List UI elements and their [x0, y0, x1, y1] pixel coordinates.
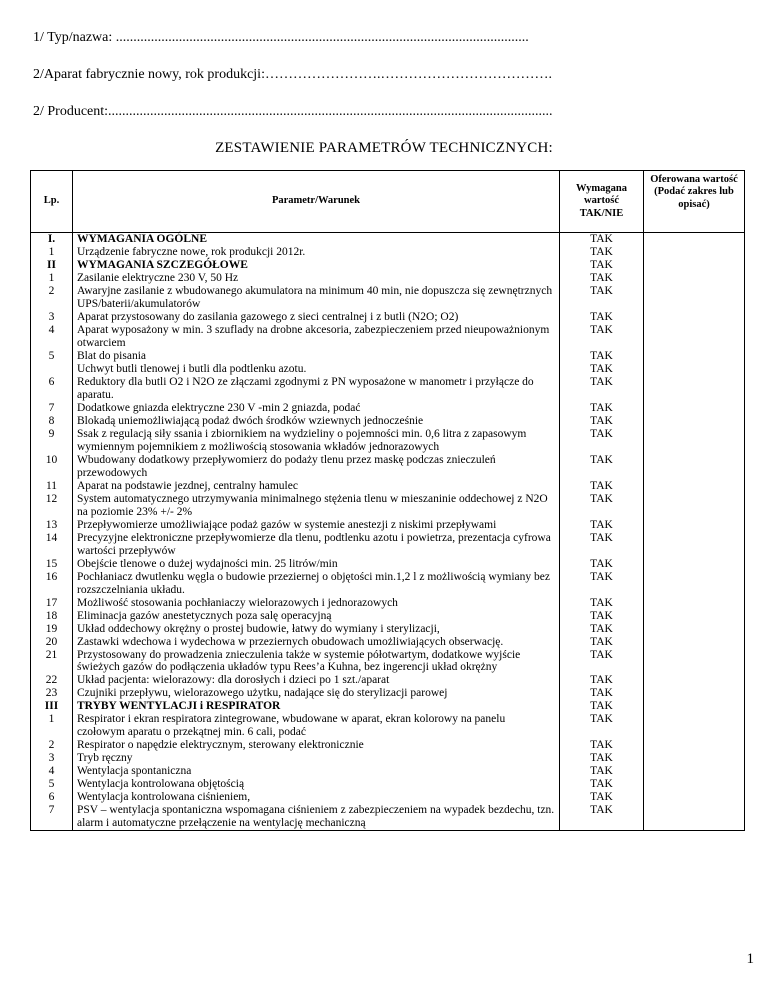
- row-number: 22: [31, 674, 73, 687]
- row-parameter: Wentylacja kontrolowana objętością: [73, 778, 560, 791]
- table-body: [31, 233, 745, 831]
- row-offered-value[interactable]: [644, 804, 745, 830]
- row-number: 3: [31, 311, 73, 324]
- row-required-value: TAK: [560, 739, 644, 752]
- row-required-value: TAK: [560, 752, 644, 765]
- row-required-value: TAK: [560, 700, 644, 713]
- table-row: [31, 454, 745, 480]
- row-parameter: Dodatkowe gniazda elektryczne 230 V -min 2 gniazda, podać: [73, 402, 560, 415]
- row-parameter: Wbudowany dodatkowy przepływomierz do podaży tlenu przez maskę podczas znieczuleń przewodowych: [73, 454, 560, 480]
- header-offered: Oferowana wartość (Podać zakres lub opisać): [644, 171, 745, 233]
- row-number: 5: [31, 778, 73, 791]
- row-offered-value[interactable]: [644, 713, 745, 739]
- row-required-value: TAK: [560, 674, 644, 687]
- row-parameter: Blat do pisania: [73, 350, 560, 363]
- row-offered-value[interactable]: [644, 597, 745, 610]
- table-row: [31, 285, 745, 311]
- row-number: 20: [31, 636, 73, 649]
- row-required-value: TAK: [560, 687, 644, 700]
- row-parameter: Eliminacja gazów anestetycznych poza salę operacyjną: [73, 610, 560, 623]
- row-offered-value[interactable]: [644, 791, 745, 804]
- row-offered-value[interactable]: [644, 415, 745, 428]
- row-offered-value[interactable]: [644, 311, 745, 324]
- row-number: 4: [31, 765, 73, 778]
- row-required-value: TAK: [560, 480, 644, 493]
- row-offered-value[interactable]: [644, 285, 745, 311]
- row-parameter: Aparat na podstawie jezdnej, centralny hamulec: [73, 480, 560, 493]
- producer-line: 2/ Producent:...............................................................................................................................: [33, 104, 553, 119]
- row-offered-value[interactable]: [644, 428, 745, 454]
- row-parameter: Blokadą uniemożliwiającą podaż dwóch środków wziewnych jednocześnie: [73, 415, 560, 428]
- row-number: 1: [31, 272, 73, 285]
- row-parameter: WYMAGANIA SZCZEGÓŁOWE: [73, 259, 560, 272]
- table-row: [31, 350, 745, 363]
- row-required-value: TAK: [560, 272, 644, 285]
- table-row: [31, 233, 745, 246]
- row-parameter: Przepływomierze umożliwiające podaż gazów w systemie anestezji z niskimi przepływami: [73, 519, 560, 532]
- table-row: [31, 687, 745, 700]
- row-number: 19: [31, 623, 73, 636]
- table-row: [31, 324, 745, 350]
- document-title: ZESTAWIENIE PARAMETRÓW TECHNICZNYCH:: [215, 140, 553, 156]
- row-parameter: Uchwyt butli tlenowej i butli dla podtlenku azotu.: [73, 363, 560, 376]
- table-row: [31, 480, 745, 493]
- row-offered-value[interactable]: [644, 350, 745, 363]
- row-required-value: TAK: [560, 285, 644, 311]
- table-row: [31, 791, 745, 804]
- row-required-value: TAK: [560, 350, 644, 363]
- page-number: 1: [746, 951, 754, 967]
- table-row: [31, 363, 745, 376]
- row-parameter: Obejście tlenowe o dużej wydajności min. 25 litrów/min: [73, 558, 560, 571]
- table-row: [31, 610, 745, 623]
- row-required-value: TAK: [560, 804, 644, 830]
- row-offered-value[interactable]: [644, 571, 745, 597]
- row-offered-value[interactable]: [644, 376, 745, 402]
- row-parameter: Wentylacja spontaniczna: [73, 765, 560, 778]
- row-number: 10: [31, 454, 73, 480]
- table-row: [31, 752, 745, 765]
- row-number: 5: [31, 350, 73, 363]
- row-number: 2: [31, 285, 73, 311]
- row-offered-value[interactable]: [644, 324, 745, 350]
- row-number: II: [31, 259, 73, 272]
- row-parameter: Ssak z regulacją siły ssania i zbiornikiem na wydzieliny o pojemności min. 0,6 litra z zapasowym wymiennym pojemnikiem z możliwością stosowania wkładów jednorazowych: [73, 428, 560, 454]
- row-required-value: TAK: [560, 571, 644, 597]
- row-parameter: Układ oddechowy okrężny o prostej budowie, łatwy do wymiany i sterylizacji,: [73, 623, 560, 636]
- row-required-value: TAK: [560, 623, 644, 636]
- table-row: [31, 558, 745, 571]
- row-number: 14: [31, 532, 73, 558]
- table-header-row: [31, 171, 745, 233]
- row-parameter: Precyzyjne elektroniczne przepływomierze dla tlenu, podtlenku azotu i powietrza, prezentacja cyfrowa wartości przepływów: [73, 532, 560, 558]
- row-number: 1: [31, 246, 73, 259]
- row-required-value: TAK: [560, 415, 644, 428]
- row-number: 1: [31, 713, 73, 739]
- row-parameter: Przystosowany do prowadzenia znieczulenia także w systemie półotwartym, dodatkowe wyjście świeżych gazów do podłączenia układów typu Rees’a Kuhna, bez ingerencji układ okrężny: [73, 649, 560, 675]
- row-parameter: Układ pacjenta: wielorazowy: dla dorosłych i dzieci po 1 szt./aparat: [73, 674, 560, 687]
- row-offered-value[interactable]: [644, 402, 745, 415]
- row-number: [31, 363, 73, 376]
- row-parameter: WYMAGANIA OGÓLNE: [73, 233, 560, 246]
- row-offered-value[interactable]: [644, 765, 745, 778]
- row-offered-value[interactable]: [644, 674, 745, 687]
- row-parameter: Możliwość stosowania pochłaniaczy wielorazowych i jednorazowych: [73, 597, 560, 610]
- table-row: [31, 597, 745, 610]
- row-number: 8: [31, 415, 73, 428]
- header-lp: Lp.: [31, 171, 73, 233]
- row-offered-value[interactable]: [644, 739, 745, 752]
- table-row: [31, 259, 745, 272]
- row-offered-value[interactable]: [644, 558, 745, 571]
- row-required-value: TAK: [560, 765, 644, 778]
- device-new-line: 2/Aparat fabrycznie nowy, rok produkcji:…………………….……………………………….: [33, 67, 552, 82]
- row-required-value: TAK: [560, 259, 644, 272]
- header-required: Wymagana wartość TAK/NIE: [560, 171, 644, 233]
- row-required-value: TAK: [560, 246, 644, 259]
- row-number: I.: [31, 233, 73, 246]
- row-offered-value[interactable]: [644, 519, 745, 532]
- table-row: [31, 428, 745, 454]
- row-required-value: TAK: [560, 376, 644, 402]
- table-row: [31, 778, 745, 791]
- row-offered-value[interactable]: [644, 636, 745, 649]
- row-offered-value[interactable]: [644, 493, 745, 519]
- table-row: [31, 311, 745, 324]
- table-row: [31, 519, 745, 532]
- row-parameter: Zasilanie elektryczne 230 V, 50 Hz: [73, 272, 560, 285]
- row-required-value: TAK: [560, 454, 644, 480]
- row-number: 9: [31, 428, 73, 454]
- row-required-value: TAK: [560, 311, 644, 324]
- row-offered-value[interactable]: [644, 623, 745, 636]
- row-number: 7: [31, 402, 73, 415]
- table-row: [31, 636, 745, 649]
- row-number: 12: [31, 493, 73, 519]
- row-parameter: Wentylacja kontrolowana ciśnieniem,: [73, 791, 560, 804]
- table-row: [31, 402, 745, 415]
- row-required-value: TAK: [560, 713, 644, 739]
- row-required-value: TAK: [560, 519, 644, 532]
- row-parameter: Tryb ręczny: [73, 752, 560, 765]
- row-number: 6: [31, 791, 73, 804]
- row-offered-value[interactable]: [644, 687, 745, 700]
- row-required-value: TAK: [560, 233, 644, 246]
- row-required-value: TAK: [560, 791, 644, 804]
- row-offered-value[interactable]: [644, 363, 745, 376]
- row-offered-value[interactable]: [644, 700, 745, 713]
- row-offered-value[interactable]: [644, 778, 745, 791]
- row-parameter: Reduktory dla butli O2 i N2O ze złączami zgodnymi z PN wyposażone w manometr i przyłącze do aparatu.: [73, 376, 560, 402]
- row-offered-value[interactable]: [644, 259, 745, 272]
- row-number: 16: [31, 571, 73, 597]
- row-number: 17: [31, 597, 73, 610]
- row-required-value: TAK: [560, 402, 644, 415]
- row-parameter: Respirator i ekran respiratora zintegrowane, wbudowane w aparat, ekran kolorowy na panelu czołowym aparatu o przekątnej min. 6 cali, podać: [73, 713, 560, 739]
- row-offered-value[interactable]: [644, 454, 745, 480]
- row-parameter: Zastawki wdechowa i wydechowa w przeziernych obudowach umożliwiających obserwację.: [73, 636, 560, 649]
- row-offered-value[interactable]: [644, 480, 745, 493]
- row-required-value: TAK: [560, 532, 644, 558]
- row-parameter: Respirator o napędzie elektrycznym, sterowany elektronicznie: [73, 739, 560, 752]
- row-required-value: TAK: [560, 324, 644, 350]
- row-parameter: Aparat wyposażony w min. 3 szuflady na drobne akcesoria, zabezpieczeniem przed nieupoważnionym otwarciem: [73, 324, 560, 350]
- table-row: [31, 532, 745, 558]
- row-required-value: TAK: [560, 493, 644, 519]
- table-row: [31, 739, 745, 752]
- row-number: 7: [31, 804, 73, 830]
- row-required-value: TAK: [560, 558, 644, 571]
- row-parameter: Aparat przystosowany do zasilania gazowego z sieci centralnej i z butli (N2O; O2): [73, 311, 560, 324]
- table-row: [31, 700, 745, 713]
- row-offered-value[interactable]: [644, 233, 745, 246]
- row-parameter: Awaryjne zasilanie z wbudowanego akumulatora na minimum 40 min, nie dopuszcza się zewnętrznych UPS/baterii/akumulatorów: [73, 285, 560, 311]
- table-row: [31, 571, 745, 597]
- table-row: [31, 623, 745, 636]
- table-row: [31, 765, 745, 778]
- row-offered-value[interactable]: [644, 610, 745, 623]
- table-row: [31, 376, 745, 402]
- row-required-value: TAK: [560, 363, 644, 376]
- row-number: 6: [31, 376, 73, 402]
- row-parameter: Pochłaniacz dwutlenku węgla o budowie przeziernej o objętości min.1,2 l z możliwością wymiany bez rozszczelniania układu.: [73, 571, 560, 597]
- table-row: [31, 649, 745, 675]
- row-required-value: TAK: [560, 597, 644, 610]
- row-offered-value[interactable]: [644, 752, 745, 765]
- table-row: [31, 246, 745, 259]
- row-number: 15: [31, 558, 73, 571]
- row-number: 23: [31, 687, 73, 700]
- row-required-value: TAK: [560, 610, 644, 623]
- row-required-value: TAK: [560, 649, 644, 675]
- table-row: [31, 674, 745, 687]
- row-number: 4: [31, 324, 73, 350]
- row-number: 13: [31, 519, 73, 532]
- row-number: III: [31, 700, 73, 713]
- table-row: [31, 415, 745, 428]
- row-number: 3: [31, 752, 73, 765]
- row-required-value: TAK: [560, 778, 644, 791]
- row-parameter: System automatycznego utrzymywania minimalnego stężenia tlenu w mieszaninie oddechowej z N2O na poziomie 23% +/- 2%: [73, 493, 560, 519]
- row-required-value: TAK: [560, 428, 644, 454]
- row-offered-value[interactable]: [644, 532, 745, 558]
- row-parameter: Czujniki przepływu, wielorazowego użytku, nadające się do sterylizacji parowej: [73, 687, 560, 700]
- table-row: [31, 713, 745, 739]
- row-parameter: TRYBY WENTYLACJI i RESPIRATOR: [73, 700, 560, 713]
- row-number: 18: [31, 610, 73, 623]
- parameters-table: [30, 170, 745, 831]
- header-parameter: Parametr/Warunek: [73, 171, 560, 233]
- row-required-value: TAK: [560, 636, 644, 649]
- table-row: [31, 272, 745, 285]
- row-offered-value[interactable]: [644, 246, 745, 259]
- row-number: 21: [31, 649, 73, 675]
- table-row: [31, 493, 745, 519]
- row-offered-value[interactable]: [644, 272, 745, 285]
- table-row: [31, 804, 745, 830]
- type-name-line: 1/ Typ/nazwa: ......................................................................................................................: [33, 30, 529, 45]
- row-parameter: Urządzenie fabryczne nowe, rok produkcji 2012r.: [73, 246, 560, 259]
- row-offered-value[interactable]: [644, 649, 745, 675]
- row-parameter: PSV – wentylacja spontaniczna wspomagana ciśnieniem z zabezpieczeniem na wypadek bezdechu, tzn. alarm i automatyczne przełączenie na wentylację mechaniczną: [73, 804, 560, 830]
- row-number: 11: [31, 480, 73, 493]
- row-number: 2: [31, 739, 73, 752]
